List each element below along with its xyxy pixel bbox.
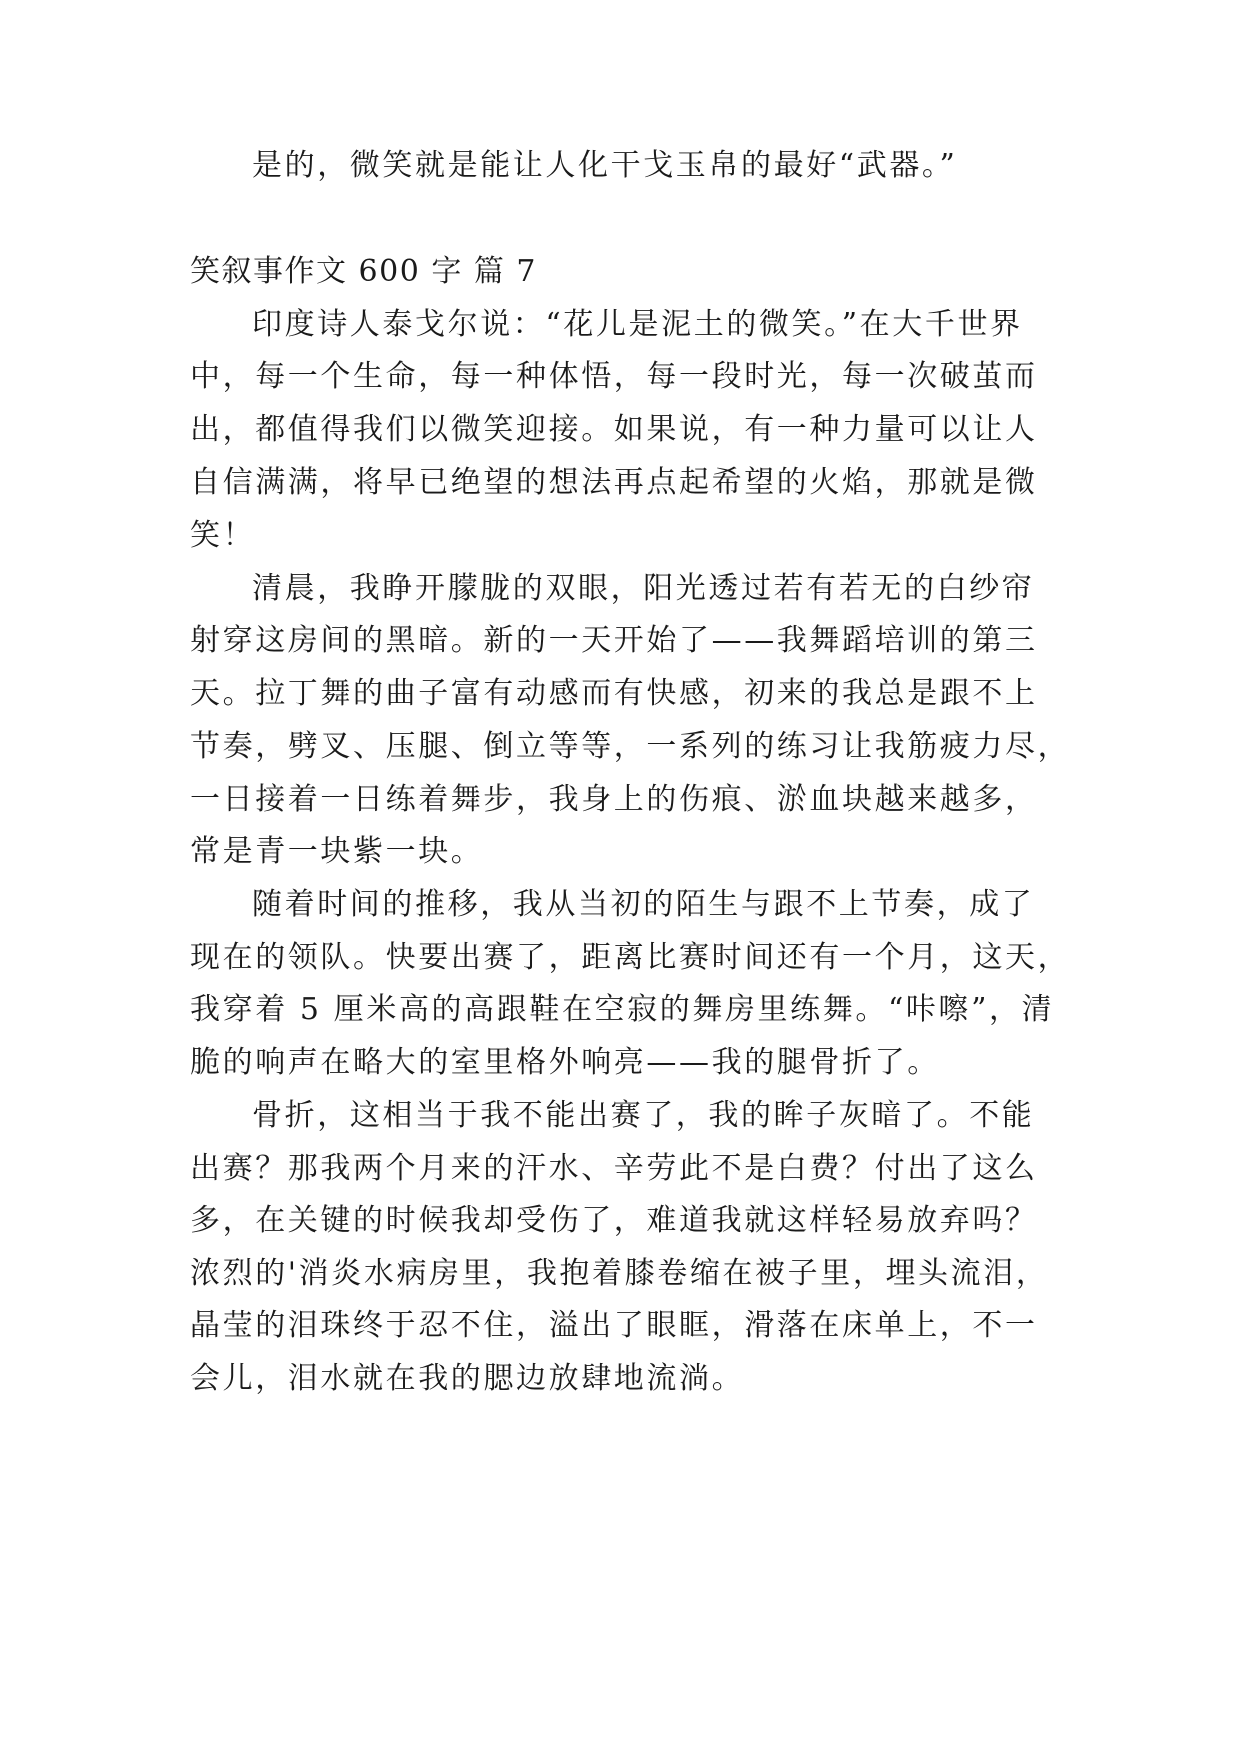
paragraph-line: 中，每一个生命，每一种体悟，每一段时光，每一次破茧而 — [190, 359, 1038, 394]
paragraph-line: 脆的响声在略大的室里格外响亮——我的腿骨折了。 — [190, 1045, 940, 1080]
paragraph-line: 常是青一块紫一块。 — [190, 834, 484, 869]
paragraph-line: 笑！ — [190, 518, 256, 553]
paragraph-line: 晶莹的泪珠终于忍不住，溢出了眼眶，滑落在床单上，不一 — [190, 1308, 1038, 1343]
paragraph-line: 骨折，这相当于我不能出赛了，我的眸子灰暗了。不能 — [252, 1098, 1035, 1133]
paragraph-line: 现在的领队。快要出赛了，距离比赛时间还有一个月，这天， — [190, 940, 1071, 975]
paragraph-line: 一日接着一日练着舞步，我身上的伤痕、淤血块越来越多， — [190, 782, 1038, 817]
paragraph-line: 印度诗人泰戈尔说：“花儿是泥土的微笑。”在大千世界 — [252, 307, 1023, 342]
paragraph-line: 天。拉丁舞的曲子富有动感而有快感，初来的我总是跟不上 — [190, 676, 1038, 711]
paragraph-line: 浓烈的'消炎水病房里，我抱着膝卷缩在被子里，埋头流泪， — [190, 1256, 1049, 1291]
section-heading: 笑叙事作文 600 字 篇 7 — [190, 254, 537, 289]
intro-line: 是的，微笑就是能让人化干戈玉帛的最好“武器。” — [252, 148, 958, 183]
paragraph-line: 节奏，劈叉、压腿、倒立等等，一系列的练习让我筋疲力尽， — [190, 729, 1071, 764]
paragraph-line: 多，在关键的时候我却受伤了，难道我就这样轻易放弃吗？ — [190, 1203, 1038, 1238]
paragraph-line: 射穿这房间的黑暗。新的一天开始了——我舞蹈培训的第三 — [190, 623, 1038, 658]
paragraph-line: 随着时间的推移，我从当初的陌生与跟不上节奏，成了 — [252, 887, 1035, 922]
paragraph-line: 会儿，泪水就在我的腮边放肆地流淌。 — [190, 1361, 745, 1396]
paragraph-line: 清晨，我睁开朦胧的双眼，阳光透过若有若无的白纱帘 — [252, 571, 1035, 606]
paragraph-line: 我穿着 5 厘米高的高跟鞋在空寂的舞房里练舞。“咔嚓”，清 — [190, 992, 1055, 1027]
paragraph-line: 自信满满，将早已绝望的想法再点起希望的火焰，那就是微 — [190, 465, 1038, 500]
paragraph-line: 出赛？那我两个月来的汗水、辛劳此不是白费？付出了这么 — [190, 1151, 1038, 1186]
paragraph-line: 出，都值得我们以微笑迎接。如果说，有一种力量可以让人 — [190, 412, 1038, 447]
